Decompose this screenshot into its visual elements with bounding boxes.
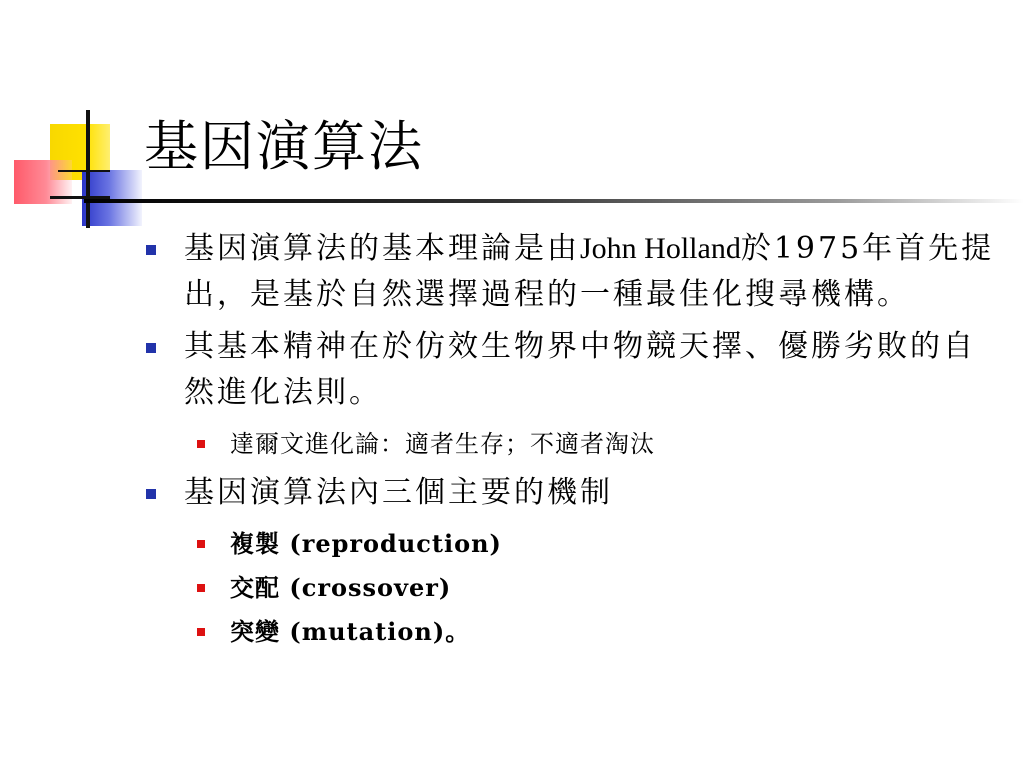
sub-bullet-item [146, 422, 996, 466]
bullet-item [146, 324, 996, 416]
sub-bullet-text: 交配 (crossover) [230, 573, 452, 602]
bullet-text-part: 於1975年首先提出，是基於自然選擇過程的一種最佳化搜尋機構。 [184, 231, 995, 312]
bullet-text-part: 基因演算法的基本理論是由 [184, 231, 580, 266]
slide-content [146, 226, 996, 658]
sub-bullet-text: 突變 (mutation)。 [230, 617, 471, 646]
sub-bullet-item [146, 566, 996, 610]
sub-bullet-square-icon [197, 628, 205, 636]
bullet-item [146, 470, 996, 516]
bullet-text: 其基本精神在於仿效生物界中物競天擇、優勝劣敗的自然進化法則。 [184, 329, 976, 410]
sub-bullet-square-icon [197, 440, 205, 448]
sub-bullet-group [146, 422, 996, 466]
bullet-square-icon [146, 343, 156, 353]
bullet-text [184, 226, 996, 318]
bullet-square-icon [146, 245, 156, 255]
deco-horizontal-line [58, 170, 110, 172]
sub-bullet-text: 達爾文進化論：適者生存；不適者淘汰 [230, 430, 655, 458]
sub-bullet-item [146, 610, 996, 654]
bullet-text: 基因演算法內三個主要的機制 [184, 475, 613, 510]
slide-title: 基因演算法 [144, 115, 424, 178]
sub-bullet-text: 複製 (reproduction) [230, 529, 502, 558]
sub-bullet-list [146, 522, 996, 654]
bullet-item [146, 226, 996, 318]
sub-bullet-square-icon [197, 540, 205, 548]
bullet-list [146, 226, 996, 654]
title-underline [84, 199, 1024, 203]
bullet-square-icon [146, 489, 156, 499]
sub-bullet-list [146, 422, 996, 466]
sub-bullet-group [146, 522, 996, 654]
sub-bullet-square-icon [197, 584, 205, 592]
sub-bullet-item [146, 522, 996, 566]
bullet-text-name: John Holland [580, 232, 741, 265]
deco-vertical-line [86, 110, 90, 228]
